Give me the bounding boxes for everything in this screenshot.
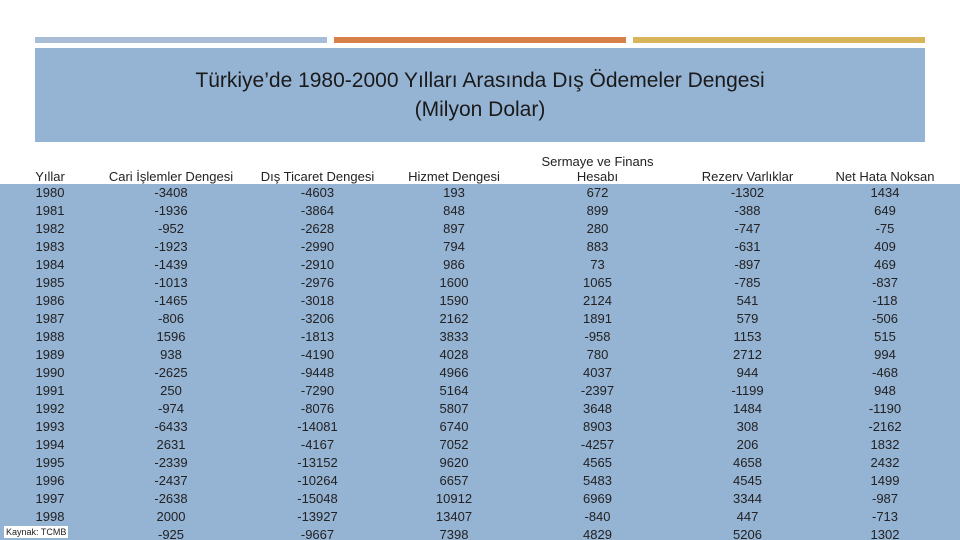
value-cell: -75 (875, 221, 895, 236)
value-cell: 6740 (439, 419, 469, 434)
value-cell: 2162 (439, 311, 469, 326)
value-cell: 848 (443, 203, 465, 218)
table-header (0, 147, 960, 184)
table-row (0, 526, 960, 540)
year-cell: 1998 (35, 509, 65, 524)
header-line: Hizmet Dengesi (408, 169, 500, 184)
value-cell: -1439 (154, 257, 188, 272)
table-row (0, 220, 960, 238)
value-cell: 883 (586, 239, 609, 254)
value-cell: -14081 (297, 419, 338, 434)
year-cell: 1991 (35, 383, 65, 398)
table-row (0, 382, 960, 400)
table-row (0, 256, 960, 274)
value-cell: 1596 (156, 329, 186, 344)
value-cell: -7290 (300, 383, 335, 398)
table-row (0, 238, 960, 256)
value-cell: 899 (586, 203, 609, 218)
value-cell: -631 (734, 239, 761, 254)
year-cell: 1987 (35, 311, 65, 326)
value-cell: -3018 (300, 293, 335, 308)
value-cell: -15048 (297, 491, 338, 506)
value-cell: 4829 (583, 527, 612, 540)
value-cell: 780 (586, 347, 609, 362)
title-banner (35, 48, 925, 142)
table-row (0, 436, 960, 454)
value-cell: 6969 (583, 491, 612, 506)
value-cell: -2910 (300, 257, 335, 272)
value-cell: 8903 (583, 419, 612, 434)
value-cell: 994 (874, 347, 896, 362)
value-cell: -3206 (300, 311, 335, 326)
year-cell: 1985 (35, 275, 65, 290)
value-cell: 944 (736, 365, 759, 380)
year-cell: 1995 (35, 455, 65, 470)
value-cell: 2432 (870, 455, 900, 470)
value-cell: -837 (871, 275, 899, 290)
value-cell: -1199 (731, 383, 764, 398)
value-cell: 515 (874, 329, 896, 344)
value-cell: -806 (157, 311, 185, 326)
value-cell: 4565 (583, 455, 612, 470)
value-cell: -2625 (154, 365, 188, 380)
value-cell: 2712 (733, 347, 762, 362)
header-line: Hesabı (576, 169, 619, 184)
header-years (20, 169, 80, 184)
value-cell: -952 (157, 221, 185, 236)
value-cell: -974 (157, 401, 185, 416)
value-cell: -3864 (300, 203, 335, 218)
year-cell: 1994 (35, 437, 65, 452)
year-cell: 1982 (35, 221, 65, 236)
year-cell: 1980 (35, 185, 65, 200)
year-cell: 1990 (35, 365, 65, 380)
value-cell: 1153 (733, 329, 762, 344)
value-cell: 193 (443, 185, 465, 200)
value-cell: -2976 (300, 275, 335, 290)
value-cell: 3648 (583, 401, 612, 416)
header-line: Sermaye ve Finans (541, 154, 654, 169)
value-cell: -840 (584, 509, 611, 524)
value-cell: 3344 (733, 491, 762, 506)
value-cell: -118 (872, 293, 898, 308)
year-cell: 1996 (35, 473, 65, 488)
value-cell: -506 (871, 311, 899, 326)
header-services-balance (395, 169, 513, 184)
value-cell: 1499 (870, 473, 900, 488)
value-cell: 794 (443, 239, 465, 254)
accent-bar-orange (334, 37, 626, 43)
accent-bar-blue (35, 37, 327, 43)
value-cell: 10912 (435, 491, 473, 506)
balance-of-payments-table (0, 147, 960, 540)
value-cell: -2990 (300, 239, 335, 254)
value-cell: -2339 (154, 455, 188, 470)
value-cell: -10264 (297, 473, 338, 488)
table-row (0, 490, 960, 508)
value-cell: -13927 (297, 509, 338, 524)
table-row (0, 364, 960, 382)
value-cell: -925 (157, 527, 185, 540)
table-row (0, 310, 960, 328)
value-cell: -987 (871, 491, 899, 506)
value-cell: 897 (443, 221, 465, 236)
value-cell: -2162 (868, 419, 902, 434)
value-cell: 6657 (439, 473, 469, 488)
value-cell: -2638 (154, 491, 188, 506)
value-cell: 1434 (870, 185, 900, 200)
table-row (0, 292, 960, 310)
value-cell: 4966 (439, 365, 469, 380)
value-cell: 4545 (733, 473, 762, 488)
value-cell: 4028 (439, 347, 469, 362)
value-cell: -2628 (300, 221, 335, 236)
year-cell: 1989 (35, 347, 65, 362)
header-net-errors (815, 169, 955, 184)
value-cell: -1302 (730, 185, 765, 200)
value-cell: 73 (590, 257, 605, 272)
value-cell: -1923 (154, 239, 188, 254)
value-cell: 541 (736, 293, 759, 308)
year-cell: 1993 (35, 419, 65, 434)
table-row (0, 346, 960, 364)
header-current-account (97, 169, 245, 184)
value-cell: 308 (736, 419, 759, 434)
value-cell: 250 (160, 383, 182, 398)
value-cell: -958 (584, 329, 611, 344)
value-cell: 5483 (583, 473, 612, 488)
value-cell: 3833 (439, 329, 469, 344)
value-cell: -1813 (300, 329, 335, 344)
value-cell: -1465 (154, 293, 188, 308)
value-cell: 5206 (733, 527, 762, 540)
value-cell: 447 (736, 509, 759, 524)
header-capital-finance (530, 154, 665, 184)
year-cell: 1981 (35, 203, 65, 218)
table-row (0, 454, 960, 472)
table-row (0, 328, 960, 346)
page-subtitle: (Milyon Dolar) (414, 98, 546, 121)
value-cell: 5807 (439, 401, 469, 416)
value-cell: 1590 (439, 293, 469, 308)
value-cell: 2000 (156, 509, 186, 524)
value-cell: -1013 (154, 275, 188, 290)
value-cell: 1832 (870, 437, 900, 452)
value-cell: 9620 (439, 455, 469, 470)
value-cell: -1190 (868, 401, 902, 416)
table-row (0, 418, 960, 436)
table-row (0, 400, 960, 418)
value-cell: 579 (736, 311, 759, 326)
value-cell: -4167 (300, 437, 335, 452)
value-cell: 13407 (435, 509, 473, 524)
year-cell: 1983 (35, 239, 65, 254)
value-cell: -9448 (300, 365, 335, 380)
table-row (0, 184, 960, 202)
value-cell: 4037 (583, 365, 612, 380)
source-note: Kaynak: TCMB (6, 527, 67, 537)
value-cell: 206 (736, 437, 759, 452)
year-cell: 1992 (35, 401, 65, 416)
value-cell: 1484 (733, 401, 762, 416)
value-cell: -388 (734, 203, 761, 218)
value-cell: 938 (160, 347, 182, 362)
header-line: Cari İşlemler Dengesi (108, 169, 234, 184)
value-cell: 5164 (439, 383, 469, 398)
value-cell: -713 (871, 509, 899, 524)
value-cell: -13152 (297, 455, 338, 470)
value-cell: -747 (734, 221, 761, 236)
value-cell: 4658 (733, 455, 762, 470)
table-row (0, 508, 960, 526)
value-cell: 1302 (870, 527, 900, 540)
value-cell: -3408 (154, 185, 188, 200)
value-cell: -2397 (580, 383, 615, 398)
year-cell: 1997 (35, 491, 65, 506)
value-cell: -1936 (154, 203, 188, 218)
header-line: Net Hata Noksan (835, 169, 935, 184)
value-cell: -4257 (580, 437, 615, 452)
year-cell: 1984 (35, 257, 65, 272)
header-line: Rezerv Varlıklar (701, 169, 794, 184)
value-cell: 1891 (583, 311, 612, 326)
value-cell: 649 (874, 203, 896, 218)
accent-bar-gold (633, 37, 925, 43)
value-cell: 2124 (583, 293, 612, 308)
header-line: Dış Ticaret Dengesi (260, 169, 375, 184)
value-cell: 469 (874, 257, 896, 272)
value-cell: -6433 (154, 419, 188, 434)
value-cell: -8076 (300, 401, 335, 416)
value-cell: 409 (874, 239, 896, 254)
value-cell: 948 (874, 383, 896, 398)
value-cell: 986 (443, 257, 465, 272)
value-cell: 280 (586, 221, 609, 236)
value-cell: -468 (871, 365, 899, 380)
value-cell: 7398 (439, 527, 469, 540)
value-cell: 1065 (583, 275, 612, 290)
header-reserve-assets (680, 169, 815, 184)
value-cell: 1600 (439, 275, 469, 290)
value-cell: 7052 (439, 437, 469, 452)
value-cell: 2631 (156, 437, 186, 452)
value-cell: -4603 (300, 185, 335, 200)
header-line: Yıllar (35, 169, 65, 184)
table-row (0, 274, 960, 292)
table-row (0, 202, 960, 220)
value-cell: -897 (734, 257, 761, 272)
year-cell: 1986 (35, 293, 65, 308)
value-cell: 672 (586, 185, 609, 200)
value-cell: -2437 (154, 473, 188, 488)
value-cell: -785 (734, 275, 761, 290)
table-row (0, 472, 960, 490)
year-cell: 1988 (35, 329, 65, 344)
header-trade-balance (250, 169, 385, 184)
value-cell: -9667 (300, 527, 335, 540)
page-title: Türkiye’de 1980-2000 Yılları Arasında Dış Ödemeler Dengesi (195, 69, 765, 92)
value-cell: -4190 (300, 347, 335, 362)
